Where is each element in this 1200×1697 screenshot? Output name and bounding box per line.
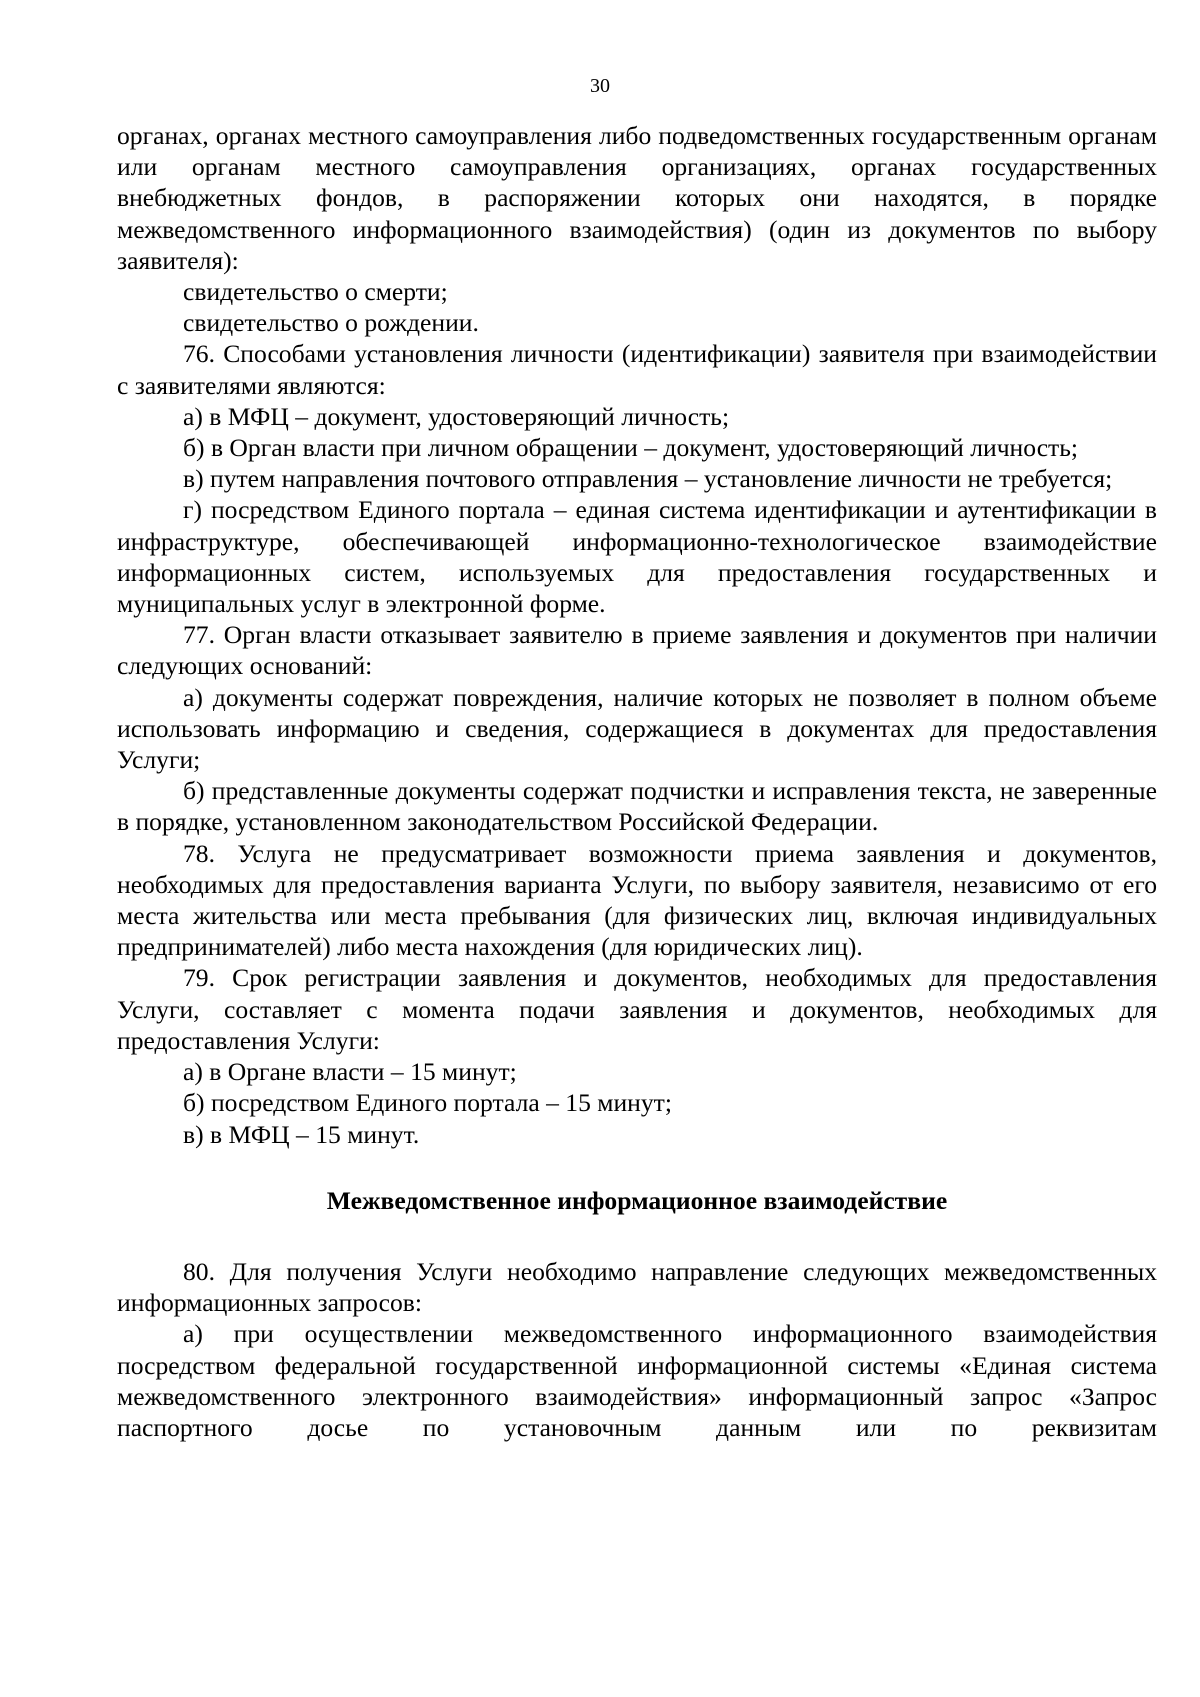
paragraph: г) посредством Единого портала – единая система идентификации и аутентификации в инфраструктуре, обеспечивающей информационно-технологическое взаимодействие информационных систем, используемых для предоставления государственных и муниципальных услуг в электронной форме. <box>117 495 1157 619</box>
paragraph: а) в МФЦ – документ, удостоверяющий личность; <box>183 401 730 431</box>
paragraph: б) посредством Единого портала – 15 минут; <box>183 1088 672 1118</box>
paragraph: а) в Органе власти – 15 минут; <box>183 1057 517 1087</box>
section-heading: Межведомственное информационное взаимодействие <box>326 1185 948 1215</box>
paragraph: 77. Орган власти отказывает заявителю в приеме заявления и документов при наличии следующих оснований: <box>117 620 1157 681</box>
paragraphs-before-heading <box>117 120 1157 1150</box>
paragraph: в) путем направления почтового отправления – установление личности не требуется; <box>183 464 1113 494</box>
paragraphs-after-heading <box>117 1256 1157 1443</box>
paragraph: б) в Орган власти при личном обращении – документ, удостоверяющий личность; <box>183 433 1079 463</box>
paragraph: 79. Срок регистрации заявления и документов, необходимых для предоставления Услуги, составляет с момента подачи заявления и документов, необходимых для предоставления Услуги: <box>117 963 1157 1055</box>
paragraph: свидетельство о рождении. <box>183 308 479 338</box>
paragraph: б) представленные документы содержат подчистки и исправления текста, не заверенные в порядке, установленном законодательством Российской Федерации. <box>117 776 1157 837</box>
paragraph: 76. Способами установления личности (идентификации) заявителя при взаимодействии с заявителями являются: <box>117 339 1157 400</box>
page-number: 30 <box>590 75 610 97</box>
paragraph: свидетельство о смерти; <box>183 277 448 307</box>
paragraph: 78. Услуга не предусматривает возможности приема заявления и документов, необходимых для предоставления варианта Услуги, по выбору заявителя, независимо от его места жительства или места пребывания (для физических лиц, включая индивидуальных предпринимателей) либо места нахождения (для юридических лиц). <box>117 838 1157 962</box>
paragraph: в) в МФЦ – 15 минут. <box>183 1119 420 1149</box>
paragraph: 80. Для получения Услуги необходимо направление следующих межведомственных информационных запросов: <box>117 1256 1157 1318</box>
paragraph: а) документы содержат повреждения, наличие которых не позволяет в полном объеме использовать информацию и сведения, содержащиеся в документах для предоставления Услуги; <box>117 682 1157 775</box>
paragraph: органах, органах местного самоуправления либо подведомственных государственным органам или органам местного самоуправления организациях, органах государственных внебюджетных фондов, в распоряжении которых они находятся, в порядке межведомственного информационного взаимодействия) (один из документов по выбору заявителя): <box>117 121 1157 275</box>
document-body <box>117 120 1157 1443</box>
paragraph: а) при осуществлении межведомственного информационного взаимодействия посредством федеральной государственной информационной системы «Единая система межведомственного электронного взаимодействия» информационный запрос «Запрос паспортного досье по установочным данным или по реквизитам <box>117 1319 1157 1442</box>
